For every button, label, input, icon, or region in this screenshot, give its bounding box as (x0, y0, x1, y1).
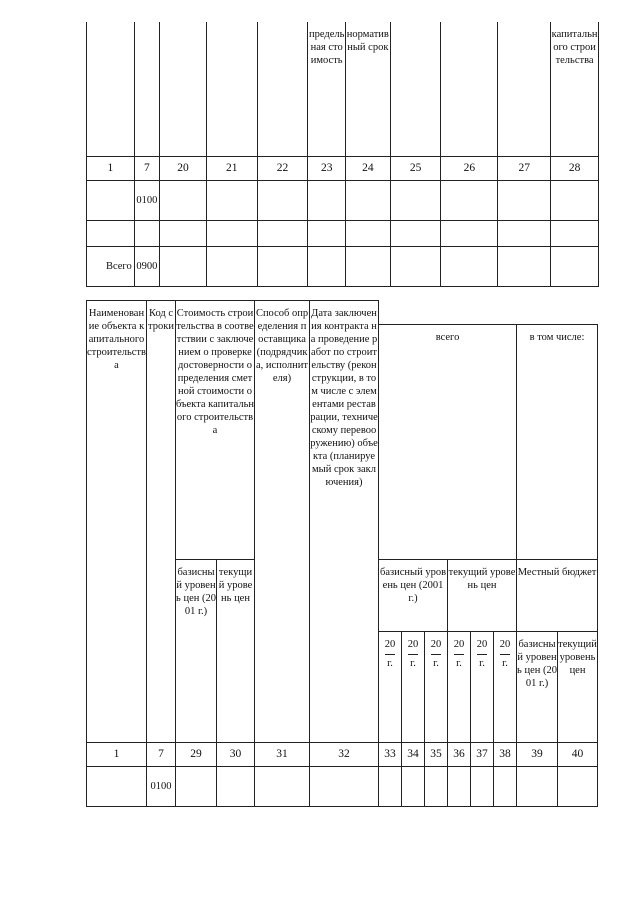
total-code: 0900 (134, 246, 159, 286)
col-number: 7 (134, 156, 159, 180)
col-number: 22 (257, 156, 308, 180)
col-number: 25 (390, 156, 441, 180)
col-number: 30 (217, 743, 255, 767)
col-number: 20 (160, 156, 207, 180)
col-number: 36 (448, 743, 471, 767)
col-number: 29 (176, 743, 217, 767)
col-number: 34 (402, 743, 425, 767)
col-number: 1 (87, 156, 135, 180)
year-cell: 20 г. (425, 632, 448, 743)
table-row (87, 246, 599, 286)
col-number: 35 (425, 743, 448, 767)
col-number: 1 (87, 743, 147, 767)
header-cost-base: базисный уровень цен (2001 г.) (176, 560, 217, 743)
header-c28: капитального строительства (551, 22, 599, 156)
col-number: 23 (308, 156, 346, 180)
year-cell: 20 г. (448, 632, 471, 743)
year-cell: 20 г. (471, 632, 494, 743)
header-code: Код строки (147, 301, 176, 743)
header-total: всего (379, 325, 517, 560)
header-lb-current: текущий уровень цен (558, 632, 598, 743)
table-row (87, 767, 598, 807)
col-number: 38 (494, 743, 517, 767)
year-cell: 20 г. (379, 632, 402, 743)
top-table (86, 22, 599, 287)
header-cost-current: текущий уровень цен (217, 560, 255, 743)
col-number: 24 (345, 156, 390, 180)
table-row (87, 220, 599, 246)
header-local-budget: Местный бюджет (517, 560, 598, 632)
header-method: Способ определения поставщика (подрядчика, исполнителя) (255, 301, 310, 743)
col-number: 37 (471, 743, 494, 767)
header-name: Наименование объекта капитального строительства (87, 301, 147, 743)
header-c23: предельная стоимость (308, 22, 346, 156)
col-number: 7 (147, 743, 176, 767)
year-cell: 20 г. (494, 632, 517, 743)
header-c24: нормативный срок (345, 22, 390, 156)
year-cell: 20 г. (402, 632, 425, 743)
header-current-level: текущий уровень цен (448, 560, 517, 632)
col-number: 27 (498, 156, 551, 180)
col-number: 39 (517, 743, 558, 767)
col-number: 32 (310, 743, 379, 767)
header-date: Дата заключения контракта на проведение работ по строительству (реконструкции, в том числе с элементами реставрации, техническому перевооружению) объекта (планируемый срок заключения) (310, 301, 379, 743)
header-lb-base: базисный уровень цен (2001 г.) (517, 632, 558, 743)
header-including: в том числе: (517, 325, 598, 560)
col-number: 21 (206, 156, 257, 180)
col-number: 26 (441, 156, 498, 180)
col-number: 31 (255, 743, 310, 767)
bottom-table (86, 300, 598, 807)
col-number: 28 (551, 156, 599, 180)
header-cost: Стоимость строительства в соответствии с заключением о проверке достоверности определения сметной стоимости объекта капитального строительства (176, 301, 255, 560)
header-base-level: базисный уровень цен (2001 г.) (379, 560, 448, 632)
col-number: 33 (379, 743, 402, 767)
table-row (87, 180, 599, 220)
row-code: 0100 (147, 767, 176, 807)
total-label: Всего (87, 246, 135, 286)
col-number: 40 (558, 743, 598, 767)
row-code: 0100 (134, 180, 159, 220)
